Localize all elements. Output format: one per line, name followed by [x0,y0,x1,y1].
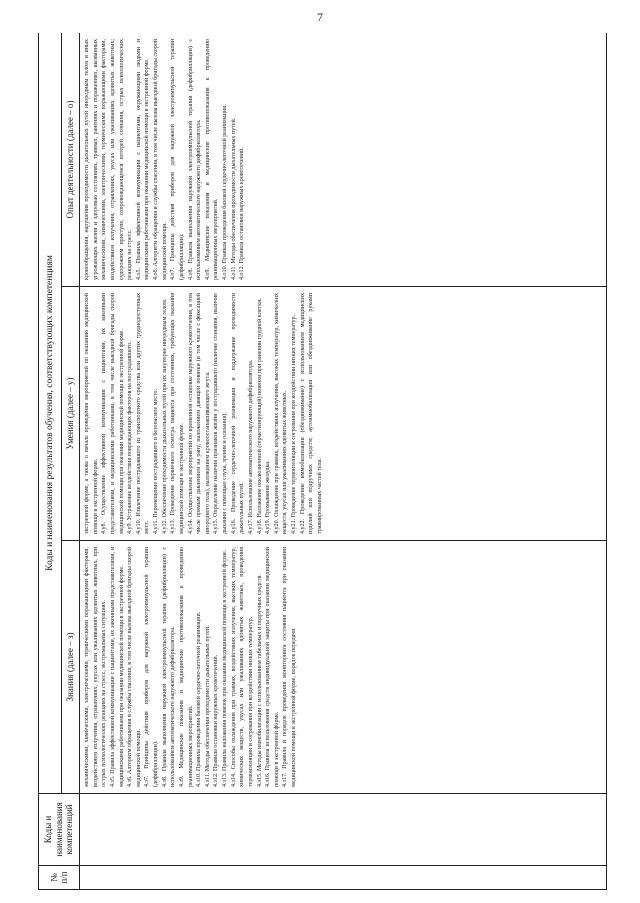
skills-list [82,290,594,537]
knowledge-item: 4.з13. Правила наложения повязок при оказании медицинской помощи в экстренной форме. [222,549,228,787]
rotated-page-frame [38,33,607,890]
skill-item: 4.у9. Устранение воздействия повреждающих факторов на пострадавшего. [127,341,134,534]
experience-cell [80,33,607,287]
knowledge-item: 4.з10. Правила проведения базовой сердечно-легочной реанимации. [196,611,203,787]
knowledge-cell [80,541,607,794]
knowledge-item: 4.з11. Методы обеспечения проходимости дыхательных путей. [204,625,211,787]
table-subheader-row [62,33,80,890]
skill-item: 4.у16. Проведение сердечно-легочной реанимации и поддержание проходимости дыхательных путей. [230,293,246,534]
experience-item: кровообращения, нарушения проходимости дыхательных путей инородным телом и иных угрожающих жизни и здоровью состояниях, травмах, ранениях и поражениях, вызванных механическими, химическими, электрическими, термическими поражающими факторами, воздействием излучения, отравлениях, укусах или ужаливаниях ядовитых животных; судорожном приступе, сопровождающемся потерей сознания, острых психологических реакциях на стресс. [84,38,134,280]
skill-item: 4.у8. Осуществление эффективной коммуникации с пациентами, их законными представителями, и медицинскими работниками, в том числе выездной бригады скорой медицинской помощи при оказании медицинской помощи в экстренной форме. [101,293,125,534]
skill-item: 4.у19. Промывание желудка. [265,460,272,534]
header-experience: Опыт деятельности (далее – о) [62,33,80,287]
knowledge-item: 4.з14. Способы охлаждения при травмах, воздействиях излучения, высоких температур, химических веществ, укусах или ужаливаниях ядовитых животных, проведения термоизоляции и согревания при воздействии низких температур. [230,547,254,787]
skill-item: 4.у18. Наложение окклюзионной (герметизирующей) повязки при ранении грудной клетки. [256,298,263,534]
page-number: 7 [317,10,323,24]
row-competency-cell [80,794,607,866]
header-competency-codes: Коды и наименования компетенций [39,794,80,866]
skill-item: 4.у15. Определение наличия признаков жизни у пострадавшего (наличие сознания, наличие дыхания с помощью слуха, зрения и осязания). [213,293,228,534]
table-row [80,33,607,890]
knowledge-item: 4.з6. Алгоритм обращения в службы спасения, в том числе вызова выездной бригады скорой медицинской помощи. [127,547,142,787]
experience-list [82,36,594,283]
skill-item: 4.у11. Перемещение пострадавшего в безопасное место. [153,388,159,534]
experience-item: 4.о11. Методы обеспечения проходимости дыхательных путей. [230,117,237,280]
row-number-cell [80,866,607,890]
experience-item: 4.о7. Принципы действия приборов для наружной электроимпульсной терапии (дефибрилляции). [170,38,185,280]
experience-item: 4.о8. Правила выполнения наружной электроимпульсной терапии (дефибрилляции) с использованием автоматического наружного дефибриллятора. [187,38,203,280]
rotated-table-container [38,33,607,890]
skill-item: 4.у20. Охлаждение при травмах, воздействиях излучения, высоких температур, химических веществ, укусах или ужаливаниях ядовитых животных. [273,293,289,534]
skill-item: 4.у10. Извлечение пострадавшего из транспортного средства или других труднодоступных мест. [135,293,151,534]
skill-item: 4.у14. Осуществление мероприятий по временной остановке наружного кровотечения, в том числе прямым давлением на рану, наложением давящей повязки (в том числе с фиксацией инородного тела), наложением кровоостанавливающего жгута. [187,293,211,534]
header-knowledge: Знания (далее – з) [62,541,80,794]
skill-item: 4.у12. Обеспечение проходимости дыхательных путей при их закупорке инородным телом. [161,298,168,534]
knowledge-item: 4.з8. Правила выполнения наружной электроимпульсной терапии (дефибрилляции) с использованием автоматического наружного дефибриллятора. [161,547,177,787]
knowledge-item: 4.з12. Правила остановки наружных кровотечений. [213,654,220,787]
experience-item: 4.о6. Алгоритм обращения в службы спасения, в том числе вызова выездной бригады скорой медицинской помощи. [153,38,168,280]
skill-item: 4.у13. Проведение первичного осмотра пациента при состояниях, требующих оказания медицинской помощи в экстренной форме. [170,293,185,534]
competencies-table [38,33,607,890]
knowledge-item: 4.з7. Принципы действия приборов для наружной электроимпульсной терапии (дефибрилляции). [144,547,159,787]
experience-item: 4.о9. Медицинские показания и медицинские противопоказания к проведению реанимационных мероприятий. [204,38,220,280]
experience-item: 4.о12. Правила остановки наружных кровотечений. [239,147,246,280]
knowledge-list [82,544,594,790]
skills-cell [80,287,607,541]
skill-item: 4.у22. Проведение иммобилизации (обездвиживание) с использованием медицинских изделий или подручных средств; аутоиммобилизация или обездвиживание руками травмированных частей тела. [299,293,323,534]
header-number: № п/п [39,866,80,890]
skill-item: 4.у17. Использование автоматического наружного дефибриллятора. [247,359,254,534]
knowledge-item: механическими, химическими, электрическими, термическими поражающими факторами, воздействием излучения, отравлениях, укусах или ужаливаниях ядовитых животных, при острых психологических реакциях на стресс, экстремальных ситуациях. [84,547,108,787]
knowledge-item: 4.з9. Медицинские показания и медицинские противопоказания к проведению реанимационных мероприятий. [178,547,194,787]
experience-item: 4.о5. Правила эффективной коммуникации с пациентами, окружающими людьми и медицинскими работниками при оказании медицинской помощи в экстренной форме. [135,38,151,280]
knowledge-item: 4.з5. Правила эффективной коммуникации с пациентами, их законными представителями, и медицинскими работниками при оказании медицинской помощи в экстренной форме. [109,547,125,787]
knowledge-item: 4.з17. Правила и порядок проведения мониторинга состояния пациента при оказании медицинской помощи в экстренной форме, порядок передачи [282,547,297,787]
knowledge-item: 4.з15. Методы иммобилизации с использованием табельных и подручных средств. [256,574,263,787]
skill-item: 4.у21. Проведение термоизоляции и согревания при воздействии низких температур. [291,314,297,534]
experience-item: 4.о10. Правила проведения базовой сердечно-легочной реанимации. [222,104,228,280]
knowledge-item: 4.з16. Правила использования средств индивидуальной защиты при оказании медицинской помощи в экстренной форме. [265,547,280,787]
header-results-group: Коды и наименования результатов обучения, соответствующих компетенциям [39,33,62,794]
skill-item: экстренной форме, а также о начале проведения мероприятий по оказанию медицинской помощи в экстренной форме. [84,293,99,534]
header-skills: Умения (далее – у) [62,287,80,541]
table-header-row [39,33,62,890]
